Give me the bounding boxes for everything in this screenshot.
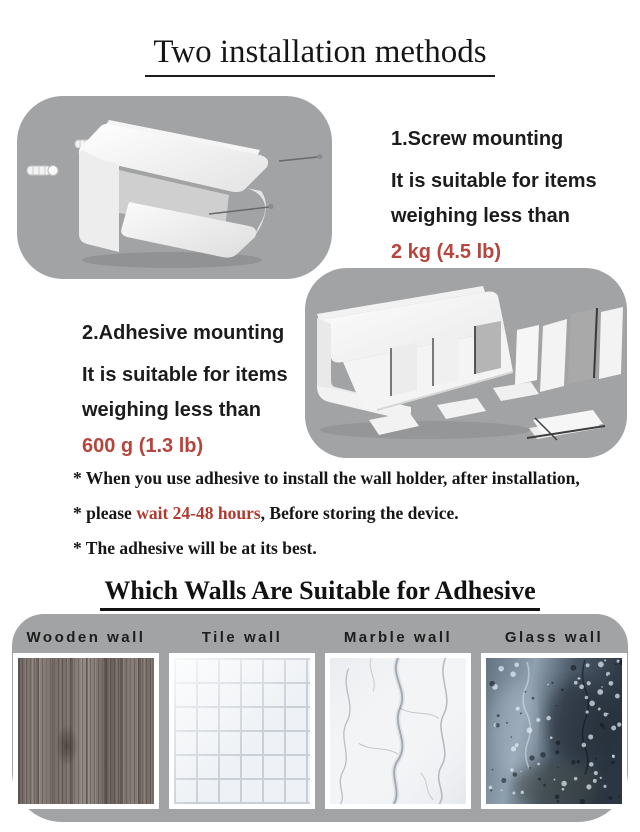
screw-mounting-photo-panel <box>17 96 332 279</box>
method1-weight-limit: 2 kg (4.5 lb) <box>391 241 502 263</box>
wall-card-tile <box>169 627 315 822</box>
method2-weight-limit: 600 g (1.3 lb) <box>82 435 204 457</box>
note-line <box>73 503 633 523</box>
wall-card-glass <box>481 627 627 822</box>
glass-wall-image <box>481 653 627 809</box>
note-text: * The adhesive will be at its best. <box>73 538 317 558</box>
page-title-row <box>0 34 640 77</box>
method2-line2: weighing less than <box>82 399 261 421</box>
note-text: * please <box>73 503 137 523</box>
wall-anchor-icon <box>27 166 58 176</box>
two-tier-shelf <box>79 120 268 258</box>
method2-heading: 2.Adhesive mounting <box>82 322 285 344</box>
walls-section-title-row <box>0 576 640 611</box>
wall-card-wooden <box>13 627 159 822</box>
note-highlight: wait 24-48 hours <box>136 503 261 523</box>
walls-section-title: Which Walls Are Suitable for Adhesive <box>100 576 539 611</box>
adhesive-notes <box>73 468 633 573</box>
glass-texture <box>486 658 622 804</box>
page-title: Two installation methods <box>145 34 494 77</box>
adhesive-pad <box>540 307 623 392</box>
wooden-wall-image <box>13 653 159 809</box>
method1-line2: weighing less than <box>391 205 570 227</box>
note-line <box>73 538 633 558</box>
wall-label: Glass wall <box>504 629 604 646</box>
marble-texture <box>330 658 466 804</box>
suitable-walls-panel <box>12 614 628 822</box>
adhesive-pad-stack <box>527 410 605 440</box>
note-line <box>73 468 633 488</box>
wall-label: Tile wall <box>201 629 283 646</box>
note-text: , Before storing the device. <box>260 503 459 523</box>
wall-card-marble <box>325 627 471 822</box>
wall-label: Marble wall <box>343 629 453 646</box>
marble-wall-image <box>325 653 471 809</box>
adhesive-shelf-illustration <box>305 268 627 458</box>
screw-icon <box>279 154 323 161</box>
screw-shelf-illustration <box>17 96 332 279</box>
adhesive-mounting-text <box>82 322 332 458</box>
method1-line1: It is suitable for items <box>391 170 597 192</box>
wood-texture <box>18 658 154 804</box>
note-text: * When you use adhesive to install the wall holder, after installation, <box>73 468 580 488</box>
method1-heading: 1.Screw mounting <box>391 128 564 150</box>
screw-mounting-text <box>391 128 631 264</box>
tile-wall-image <box>169 653 315 809</box>
method2-line1: It is suitable for items <box>82 364 288 386</box>
wall-label: Wooden wall <box>26 629 146 646</box>
tile-texture <box>174 658 310 804</box>
adhesive-mounting-photo-panel <box>305 268 627 458</box>
